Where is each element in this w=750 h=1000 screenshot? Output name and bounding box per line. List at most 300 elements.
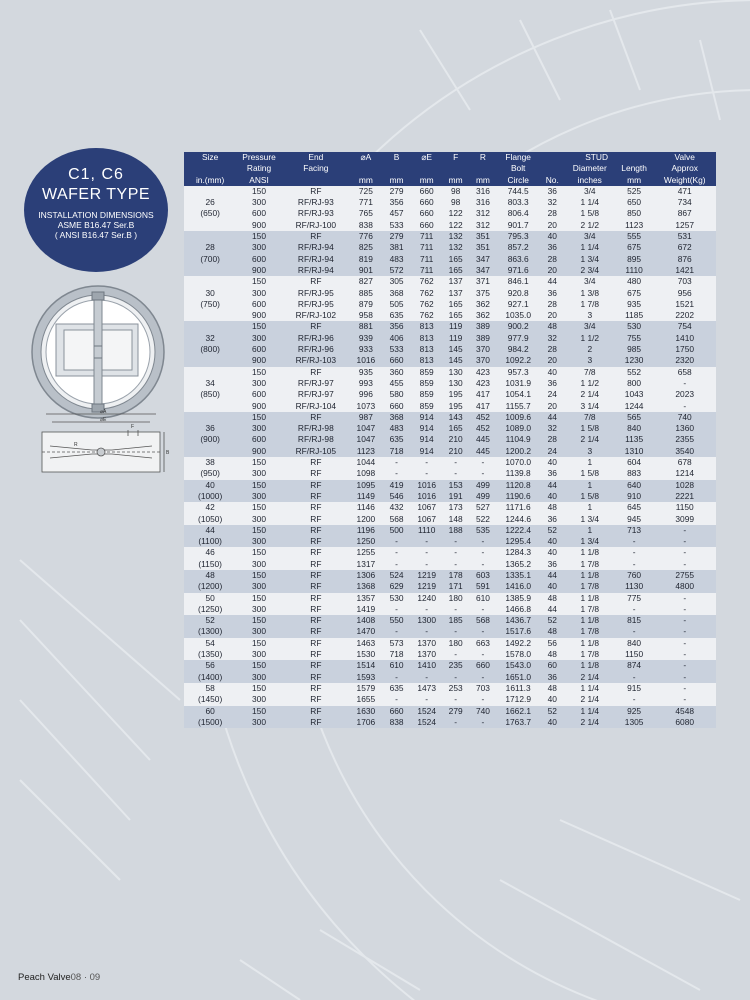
cell-size-empty [184, 186, 236, 197]
cell-size-empty [184, 220, 236, 231]
table-cell: 744.5 [497, 186, 540, 197]
table-cell: 20 [540, 355, 565, 366]
table-cell: 1300 [411, 615, 442, 626]
table-cell: 1 1/4 [565, 197, 615, 208]
table-cell: 1419 [350, 604, 382, 615]
table-cell: 20 [540, 265, 565, 276]
table-cell: 36 [540, 288, 565, 299]
table-cell: RF [282, 412, 350, 423]
table-cell: 381 [382, 242, 412, 253]
table-cell: RF/RJ-105 [282, 446, 350, 457]
table-row [184, 310, 716, 321]
table-cell: RF/RJ-95 [282, 299, 350, 310]
table-cell: 300 [236, 242, 281, 253]
table-cell: 600 [236, 208, 281, 219]
table-cell: - [615, 559, 654, 570]
dimensions-table [184, 152, 716, 728]
table-cell: 150 [236, 186, 281, 197]
table-cell: - [469, 536, 496, 547]
table-cell: 452 [469, 412, 496, 423]
col-unit-ansi: ANSI [236, 175, 281, 186]
table-row [184, 468, 716, 479]
table-cell: 3 1/4 [565, 401, 615, 412]
table-cell: 191 [442, 491, 469, 502]
table-cell: 1530 [350, 649, 382, 660]
table-cell: 188 [442, 525, 469, 536]
table-cell: 775 [615, 593, 654, 604]
cell-size-empty [184, 265, 236, 276]
table-cell: 150 [236, 367, 281, 378]
table-cell: - [653, 378, 716, 389]
table-cell: 316 [469, 197, 496, 208]
cell-size-inch: 42 [184, 502, 236, 513]
table-cell: 900 [236, 355, 281, 366]
table-cell: 1123 [350, 446, 382, 457]
table-cell: 56 [540, 638, 565, 649]
table-cell: 663 [469, 638, 496, 649]
table-cell: 48 [540, 502, 565, 513]
col-header-f: F [442, 152, 469, 163]
table-cell: RF [282, 638, 350, 649]
table-cell: RF [282, 649, 350, 660]
table-cell: RF [282, 717, 350, 728]
table-row [184, 626, 716, 637]
table-cell: RF/RJ-94 [282, 254, 350, 265]
table-cell: - [442, 649, 469, 660]
table-cell: 755 [615, 333, 654, 344]
col-unit-b: mm [382, 175, 412, 186]
table-row [184, 231, 716, 242]
table-cell: 1410 [653, 333, 716, 344]
table-cell: - [411, 547, 442, 558]
table-cell: 874 [615, 660, 654, 671]
table-cell: 48 [540, 593, 565, 604]
table-cell: 533 [382, 220, 412, 231]
table-cell: 305 [382, 276, 412, 287]
table-cell: - [469, 604, 496, 615]
table-cell: 150 [236, 276, 281, 287]
table-cell: 859 [411, 378, 442, 389]
table-cell: 300 [236, 717, 281, 728]
title-badge [24, 148, 168, 272]
table-cell: 368 [382, 288, 412, 299]
table-cell: 718 [382, 649, 412, 660]
table-cell: 40 [540, 457, 565, 468]
table-cell: 580 [382, 389, 412, 400]
table-cell: 44 [540, 570, 565, 581]
table-cell: RF [282, 706, 350, 717]
table-cell: 550 [382, 615, 412, 626]
cell-size-inch: 40 [184, 480, 236, 491]
table-row [184, 434, 716, 445]
table-cell: 347 [469, 265, 496, 276]
table-cell: 1035.0 [497, 310, 540, 321]
cell-size-inch: 50 [184, 593, 236, 604]
table-cell: 771 [350, 197, 382, 208]
table-cell: 452 [469, 423, 496, 434]
table-cell: 145 [442, 344, 469, 355]
table-cell: 1365.2 [497, 559, 540, 570]
table-cell: - [442, 717, 469, 728]
table-cell: 150 [236, 683, 281, 694]
table-cell: 40 [540, 717, 565, 728]
table-cell: 971.6 [497, 265, 540, 276]
cell-size-inch: 48 [184, 570, 236, 581]
table-cell: 417 [469, 401, 496, 412]
col-sub-approx: Approx [653, 163, 716, 174]
table-row [184, 491, 716, 502]
table-cell: - [382, 457, 412, 468]
table-cell: 703 [653, 276, 716, 287]
table-cell: RF/RJ-94 [282, 265, 350, 276]
table-cell: 525 [615, 186, 654, 197]
table-cell: - [469, 457, 496, 468]
table-cell: 935 [615, 299, 654, 310]
table-cell: 40 [540, 581, 565, 592]
table-cell: 44 [540, 276, 565, 287]
table-row [184, 446, 716, 457]
cell-size-inch: 34 [184, 378, 236, 389]
table-cell: 36 [540, 378, 565, 389]
col-header-pressure: Pressure [236, 152, 281, 163]
col-unit-size: in.(mm) [184, 175, 236, 186]
table-cell: 635 [382, 310, 412, 321]
col-header-a: ⌀A [350, 152, 382, 163]
table-cell: 3/4 [565, 231, 615, 242]
table-row [184, 706, 716, 717]
col-header-flange: Flange [497, 152, 540, 163]
table-cell: 24 [540, 446, 565, 457]
table-cell: 901.7 [497, 220, 540, 231]
table-cell: 675 [615, 242, 654, 253]
table-cell: - [442, 468, 469, 479]
cell-size-mm: (1300) [184, 626, 236, 637]
cell-size-mm: (1500) [184, 717, 236, 728]
table-cell: 573 [382, 638, 412, 649]
table-cell: 2355 [653, 434, 716, 445]
table-cell: 178 [442, 570, 469, 581]
col-header-b: B [382, 152, 412, 163]
table-cell: 740 [469, 706, 496, 717]
table-cell: 457 [382, 208, 412, 219]
table-cell: 1317 [350, 559, 382, 570]
table-cell: - [653, 672, 716, 683]
table-cell: 881 [350, 321, 382, 332]
table-cell: 711 [411, 265, 442, 276]
table-cell: 1016 [411, 480, 442, 491]
table-cell: 635 [382, 434, 412, 445]
cell-size-inch: 46 [184, 547, 236, 558]
table-cell: 1043 [615, 389, 654, 400]
table-cell: - [653, 401, 716, 412]
table-cell: - [615, 547, 654, 558]
table-cell: 253 [442, 683, 469, 694]
table-row [184, 536, 716, 547]
table-cell: 150 [236, 660, 281, 671]
table-row [184, 649, 716, 660]
table-cell: 640 [615, 480, 654, 491]
table-cell: 530 [382, 593, 412, 604]
table-cell: 356 [382, 197, 412, 208]
col-sub-r [469, 163, 496, 174]
table-cell: 148 [442, 514, 469, 525]
cell-size-mm: (1100) [184, 536, 236, 547]
cell-size-inch: 30 [184, 288, 236, 299]
table-cell: 546 [382, 491, 412, 502]
table-cell: 900 [236, 220, 281, 231]
table-cell: 1067 [411, 514, 442, 525]
table-cell: RF [282, 615, 350, 626]
table-cell: 1098 [350, 468, 382, 479]
table-cell: 857.2 [497, 242, 540, 253]
table-cell: 1 1/8 [565, 660, 615, 671]
table-cell: 879 [350, 299, 382, 310]
table-cell: 36 [540, 242, 565, 253]
cell-size-empty [184, 446, 236, 457]
cell-size-empty [184, 276, 236, 287]
table-cell: RF/RJ-97 [282, 378, 350, 389]
table-cell: 1244.6 [497, 514, 540, 525]
table-cell: 1139.8 [497, 468, 540, 479]
table-cell: 933 [350, 344, 382, 355]
table-cell: 1120.8 [497, 480, 540, 491]
table-cell: - [653, 604, 716, 615]
table-cell: 150 [236, 480, 281, 491]
table-cell: 173 [442, 502, 469, 513]
table-cell: 1200 [350, 514, 382, 525]
table-cell: 52 [540, 615, 565, 626]
table-cell: 568 [469, 615, 496, 626]
table-cell: 1410 [411, 660, 442, 671]
table-cell: 610 [382, 660, 412, 671]
table-cell: 1240 [411, 593, 442, 604]
col-unit-r: mm [469, 175, 496, 186]
table-cell: 1517.6 [497, 626, 540, 637]
table-cell: 1514 [350, 660, 382, 671]
table-cell: 1492.2 [497, 638, 540, 649]
col-sub-f [442, 163, 469, 174]
table-cell: 48 [540, 321, 565, 332]
col-header-e: ⌀E [411, 152, 442, 163]
table-cell: 2 1/4 [565, 389, 615, 400]
table-cell: 1 3/4 [565, 536, 615, 547]
table-cell: 703 [469, 683, 496, 694]
table-cell: 1763.7 [497, 717, 540, 728]
col-sub-a [350, 163, 382, 174]
table-row [184, 367, 716, 378]
table-cell: 40 [540, 231, 565, 242]
table-cell: - [653, 626, 716, 637]
table-cell: 165 [442, 254, 469, 265]
col-unit-circle: Circle [497, 175, 540, 186]
cell-size-mm: (900) [184, 434, 236, 445]
table-cell: 1543.0 [497, 660, 540, 671]
table-cell: 40 [540, 491, 565, 502]
table-cell: 347 [469, 254, 496, 265]
table-cell: 825 [350, 242, 382, 253]
col-unit-no: No. [540, 175, 565, 186]
badge-line-2: ASME B16.47 Ser.B [57, 220, 135, 230]
table-cell: 2202 [653, 310, 716, 321]
table-cell: 957.3 [497, 367, 540, 378]
table-cell: 939 [350, 333, 382, 344]
table-cell: 610 [469, 593, 496, 604]
table-cell: RF [282, 694, 350, 705]
table-cell: - [411, 468, 442, 479]
table-cell: 935 [350, 367, 382, 378]
table-cell: RF/RJ-94 [282, 242, 350, 253]
table-cell: 1155.7 [497, 401, 540, 412]
table-row [184, 186, 716, 197]
table-cell: RF [282, 491, 350, 502]
table-row [184, 480, 716, 491]
table-cell: - [653, 593, 716, 604]
cell-size-mm: (1050) [184, 514, 236, 525]
table-cell: 1463 [350, 638, 382, 649]
table-cell: - [653, 660, 716, 671]
table-cell: 1016 [411, 491, 442, 502]
table-cell: 660 [382, 355, 412, 366]
table-cell: 762 [411, 299, 442, 310]
table-cell: 1408 [350, 615, 382, 626]
col-sub-rating: Rating [236, 163, 281, 174]
header-row-2 [184, 163, 716, 174]
table-cell: - [382, 536, 412, 547]
table-cell: 675 [615, 288, 654, 299]
table-cell: 776 [350, 231, 382, 242]
cell-size-inch: 28 [184, 242, 236, 253]
table-cell: 600 [236, 299, 281, 310]
table-cell: 713 [615, 525, 654, 536]
table-cell: 760 [615, 570, 654, 581]
table-cell: 36 [540, 468, 565, 479]
table-cell: 98 [442, 186, 469, 197]
table-cell: 1250 [350, 536, 382, 547]
cell-size-mm: (700) [184, 254, 236, 265]
table-cell: 445 [469, 434, 496, 445]
table-cell: - [615, 672, 654, 683]
table-cell: 1370 [411, 649, 442, 660]
table-cell: 1 1/4 [565, 706, 615, 717]
table-cell: 3 [565, 310, 615, 321]
table-cell: - [653, 559, 716, 570]
table-cell: 300 [236, 378, 281, 389]
table-cell: 300 [236, 468, 281, 479]
table-cell: 725 [350, 186, 382, 197]
cell-size-inch: 58 [184, 683, 236, 694]
cell-size-inch: 54 [184, 638, 236, 649]
table-cell: 650 [615, 197, 654, 208]
table-cell: 40 [540, 547, 565, 558]
table-cell: 522 [469, 514, 496, 525]
table-cell: 1009.6 [497, 412, 540, 423]
table-cell: 36 [540, 514, 565, 525]
table-row [184, 525, 716, 536]
table-cell: RF [282, 604, 350, 615]
table-row [184, 547, 716, 558]
table-cell: 356 [382, 321, 412, 332]
table-cell: 629 [382, 581, 412, 592]
cell-size-empty [184, 367, 236, 378]
table-cell: 552 [615, 367, 654, 378]
table-cell: 370 [469, 355, 496, 366]
table-row [184, 333, 716, 344]
table-cell: 28 [540, 254, 565, 265]
cell-size-inch: 38 [184, 457, 236, 468]
table-cell: 996 [350, 389, 382, 400]
table-cell: 1185 [615, 310, 654, 321]
table-row [184, 672, 716, 683]
table-cell: 32 [540, 333, 565, 344]
table-cell: 600 [236, 344, 281, 355]
table-cell: 48 [540, 683, 565, 694]
table-cell: - [442, 547, 469, 558]
table-cell: 1070.0 [497, 457, 540, 468]
cell-size-mm: (1200) [184, 581, 236, 592]
cell-size-mm: (750) [184, 299, 236, 310]
table-cell: 150 [236, 706, 281, 717]
table-cell: 1 3/4 [565, 514, 615, 525]
table-cell: - [469, 672, 496, 683]
table-cell: 1611.3 [497, 683, 540, 694]
table-cell: - [653, 638, 716, 649]
table-cell: RF [282, 480, 350, 491]
col-unit-a: mm [350, 175, 382, 186]
table-cell: 499 [469, 491, 496, 502]
table-cell: - [469, 626, 496, 637]
table-cell: 658 [653, 367, 716, 378]
table-cell: 1 7/8 [565, 604, 615, 615]
table-cell: 2221 [653, 491, 716, 502]
table-cell: - [411, 536, 442, 547]
table-cell: RF [282, 536, 350, 547]
table-cell: 1 7/8 [565, 559, 615, 570]
table-row [184, 401, 716, 412]
col-unit-mm: mm [615, 175, 654, 186]
table-cell: 1 5/8 [565, 208, 615, 219]
table-cell: 180 [442, 593, 469, 604]
table-cell: RF [282, 457, 350, 468]
table-cell: 150 [236, 457, 281, 468]
table-cell: 1370 [411, 638, 442, 649]
table-cell: - [382, 547, 412, 558]
table-cell: 711 [411, 254, 442, 265]
label-e: ⌀E [100, 417, 107, 423]
table-cell: 28 [540, 208, 565, 219]
table-cell: 900 [236, 401, 281, 412]
table-cell: RF/RJ-97 [282, 389, 350, 400]
table-row [184, 683, 716, 694]
cell-size-mm: (950) [184, 468, 236, 479]
table-cell: 406 [382, 333, 412, 344]
table-cell: 300 [236, 288, 281, 299]
table-cell: 3 [565, 355, 615, 366]
table-cell: 846.1 [497, 276, 540, 287]
table-cell: 300 [236, 536, 281, 547]
cell-size-inch: 26 [184, 197, 236, 208]
table-cell: 6080 [653, 717, 716, 728]
table-cell: RF [282, 570, 350, 581]
cell-size-mm: (1250) [184, 604, 236, 615]
table-cell: 754 [653, 321, 716, 332]
table-cell: RF [282, 672, 350, 683]
table-cell: 1335.1 [497, 570, 540, 581]
table-cell: 914 [411, 412, 442, 423]
table-cell: 300 [236, 559, 281, 570]
table-cell: 1750 [653, 344, 716, 355]
table-cell: RF/RJ-96 [282, 344, 350, 355]
table-cell: 2 [565, 344, 615, 355]
